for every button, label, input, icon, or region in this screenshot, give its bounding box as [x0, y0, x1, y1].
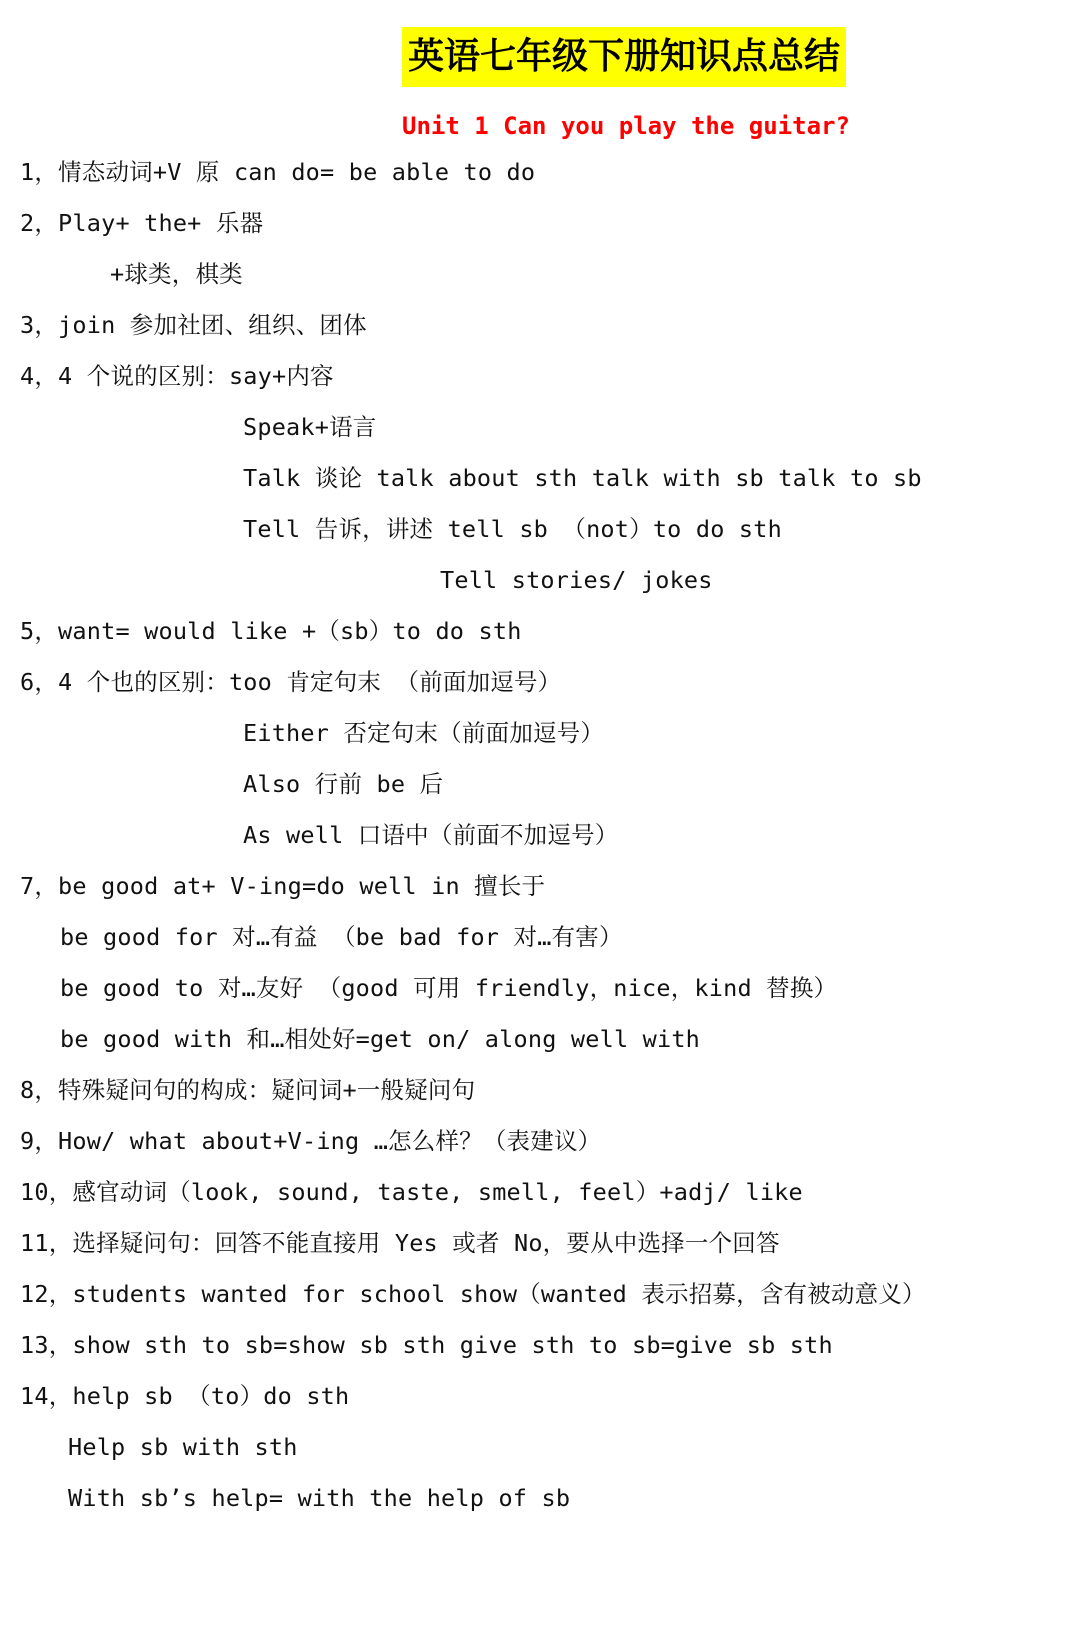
note-line-11: 11，选择疑问句：回答不能直接用 Yes 或者 No，要从中选择一个回答 — [20, 1229, 780, 1257]
note-line-6-also: Also 行前 be 后 — [243, 770, 444, 798]
note-line-7-to: be good to 对…友好 （good 可用 friendly，nice，kind 替换） — [60, 974, 838, 1002]
note-line-7-with: be good with 和…相处好=get on/ along well with — [60, 1025, 701, 1053]
note-line-12: 12，students wanted for school show（wanted 表示招募，含有被动意义） — [20, 1280, 926, 1308]
note-line-14: 14，help sb （to）do sth — [20, 1382, 350, 1410]
note-line-10: 10，感官动词（look, sound, taste, smell, feel）+adj/ like — [20, 1178, 803, 1206]
note-line-4-speak: Speak+语言 — [243, 413, 377, 441]
note-line-2-sub: +球类，棋类 — [110, 260, 243, 288]
note-line-3: 3，join 参加社团、组织、团体 — [20, 311, 367, 339]
note-line-4-tell: Tell 告诉，讲述 tell sb （not）to do sth — [243, 515, 782, 543]
note-line-5: 5，want= would like +（sb）to do sth — [20, 617, 522, 645]
unit-heading: Unit 1 Can you play the guitar? — [402, 112, 850, 140]
note-line-4-stories: Tell stories/ jokes — [440, 566, 713, 594]
note-line-13: 13，show sth to sb=show sb sth give sth to sb=give sb sth — [20, 1331, 833, 1359]
note-line-14-help: With sb’s help= with the help of sb — [68, 1484, 571, 1512]
note-line-7-for: be good for 对…有益 （be bad for 对…有害） — [60, 923, 623, 951]
note-line-6-aswell: As well 口语中（前面不加逗号） — [243, 821, 619, 849]
note-line-6-either: Either 否定句末（前面加逗号） — [243, 719, 605, 747]
note-line-4: 4，4 个说的区别：say+内容 — [20, 362, 334, 390]
note-line-4-talk: Talk 谈论 talk about sth talk with sb talk to sb — [243, 464, 922, 492]
note-line-1: 1，情态动词+V 原 can do= be able to do — [20, 158, 536, 186]
note-line-2: 2，Play+ the+ 乐器 — [20, 209, 264, 237]
page-title: 英语七年级下册知识点总结 — [402, 27, 846, 87]
note-line-6: 6，4 个也的区别：too 肯定句末 （前面加逗号） — [20, 668, 562, 696]
note-line-8: 8，特殊疑问句的构成：疑问词+一般疑问句 — [20, 1076, 476, 1104]
note-line-9: 9，How/ what about+V-ing …怎么样？（表建议） — [20, 1127, 602, 1155]
note-line-14-with: Help sb with sth — [68, 1433, 298, 1461]
note-line-7: 7，be good at+ V-ing=do well in 擅长于 — [20, 872, 546, 900]
